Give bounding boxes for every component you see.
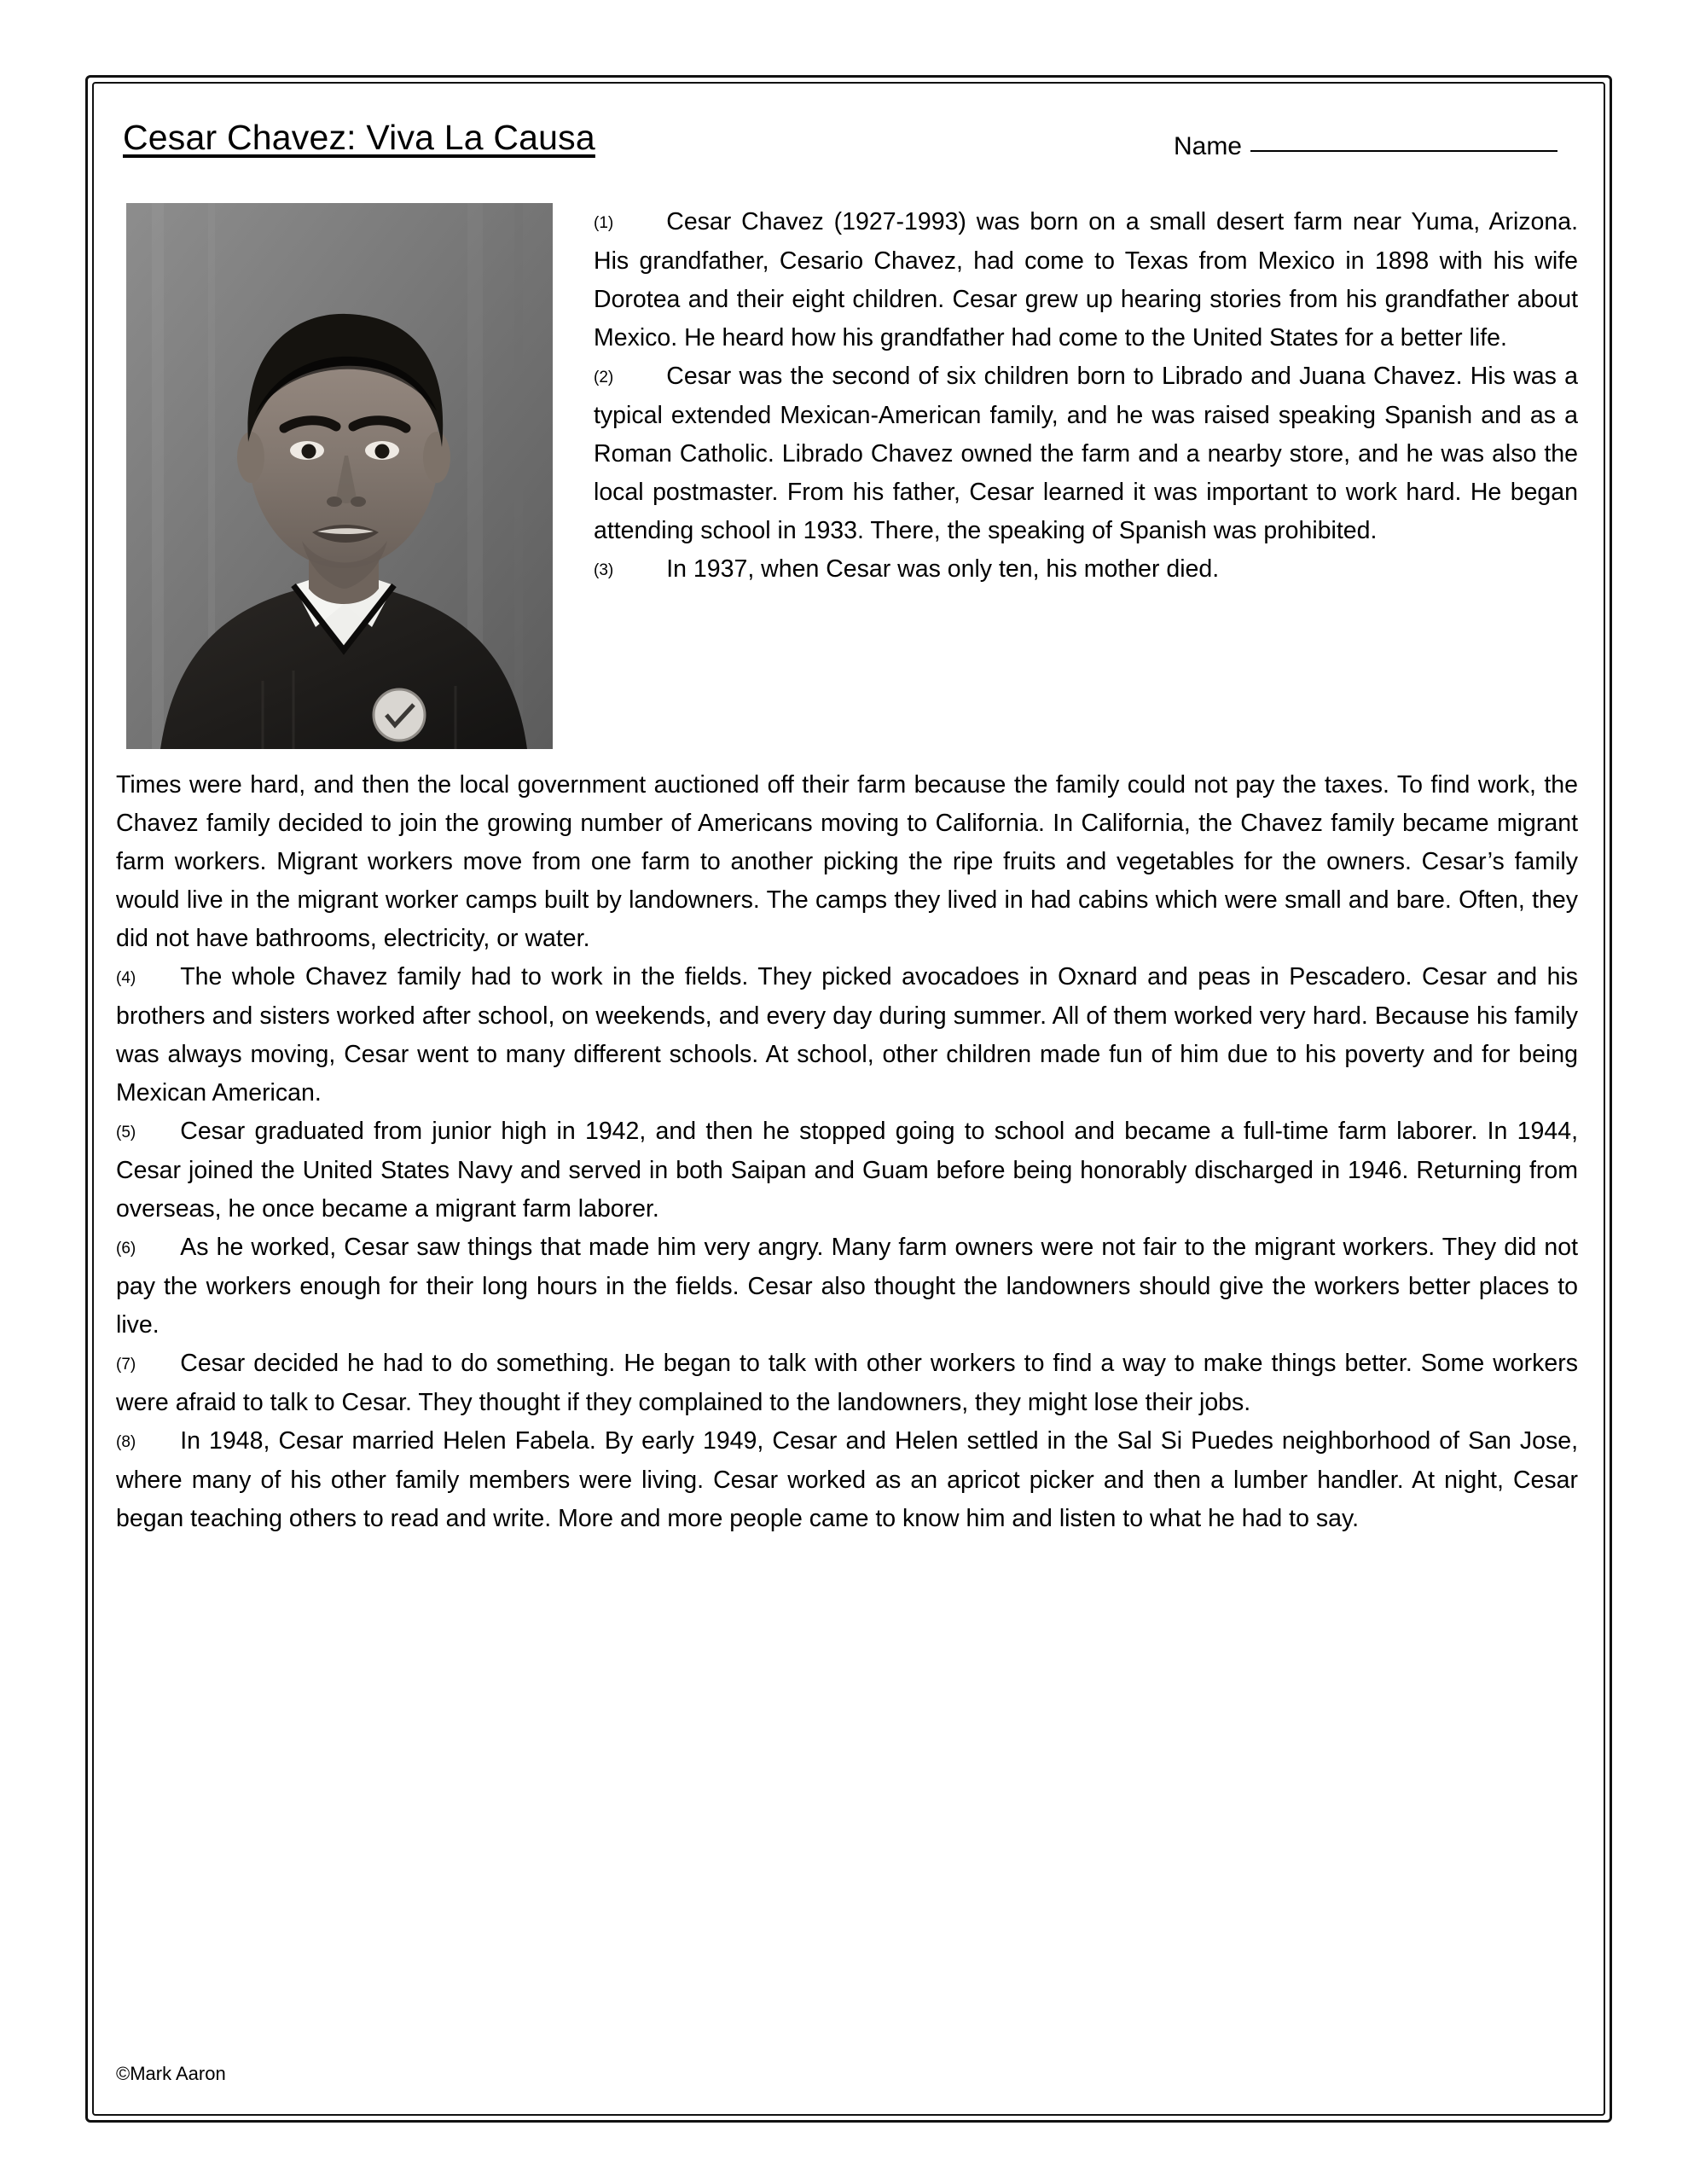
paragraph-text-7: Cesar decided he had to do something. He began to talk with other workers to find a way to make things better. Some workers were afraid to talk to Cesar. They thought if they complained to the landowners, they might lose their jobs. bbox=[116, 1350, 1578, 1416]
paragraph-text-4: The whole Chavez family had to work in the fields. They picked avocadoes in Oxnard and peas in Pescadero. Cesar and his brothers and sisters worked after school, on weekends, and every day during summer. All of them worked very hard. Because his family was always moving, Cesar went to many different schools. At school, other children made fun of him due to his poverty and for being Mexican American. bbox=[116, 963, 1578, 1107]
paragraph-number-7: (7) bbox=[116, 1356, 136, 1374]
paragraph-7 bbox=[116, 1345, 1578, 1422]
paragraph-text-3-start: In 1937, when Cesar was only ten, his mother died. bbox=[666, 555, 1220, 583]
text-column-full bbox=[116, 766, 1578, 1538]
paragraph-4 bbox=[116, 958, 1578, 1112]
paragraph-number-6: (6) bbox=[116, 1240, 136, 1258]
cesar-chavez-photo bbox=[126, 203, 553, 749]
page-content bbox=[116, 109, 1578, 2090]
name-input-line[interactable] bbox=[1250, 128, 1557, 152]
paragraph-6 bbox=[116, 1228, 1578, 1345]
paragraph-number-2: (2) bbox=[594, 369, 614, 386]
page-title: Cesar Chavez: Viva La Causa bbox=[123, 118, 595, 157]
paragraph-text-6: As he worked, Cesar saw things that made him very angry. Many farm owners were not fair to the migrant workers. They did not pay the workers enough for their long hours in the fields. Cesar also thought the landowners should give the workers better places to live. bbox=[116, 1234, 1578, 1339]
paragraph-text-1: Cesar Chavez (1927-1993) was born on a small desert farm near Yuma, Arizona. His grandfather, Cesario Chavez, had come to Texas from Mexico in 1898 with his wife Dorotea and their eight children. Cesar grew up hearing stories from his grandfather about Mexico. He heard how his grandfather had come to the United States for a better life. bbox=[594, 208, 1578, 351]
paragraph-number-5: (5) bbox=[116, 1124, 136, 1141]
paragraph-5 bbox=[116, 1112, 1578, 1228]
copyright-credit: ©Mark Aaron bbox=[116, 2063, 226, 2084]
paragraph-3-rest bbox=[116, 766, 1578, 958]
page-header bbox=[116, 109, 1578, 183]
paragraph-1 bbox=[594, 203, 1578, 357]
paragraph-number-8: (8) bbox=[116, 1433, 136, 1451]
paragraph-number-1: (1) bbox=[594, 214, 614, 232]
name-field-block bbox=[1174, 128, 1557, 161]
paragraph-text-2: Cesar was the second of six children born to Librado and Juana Chavez. His was a typical extended Mexican-American family, and he was raised speaking Spanish and as a Roman Catholic. Librado Chavez owned the farm and a nearby store, and he was also the local postmaster. From his father, Cesar learned it was important to work hard. He began attending school in 1933. There, the speaking of Spanish was prohibited. bbox=[594, 363, 1578, 544]
name-label: Name bbox=[1173, 132, 1242, 160]
paragraph-number-4: (4) bbox=[116, 969, 136, 987]
paragraph-8 bbox=[116, 1422, 1578, 1538]
paragraph-2 bbox=[594, 357, 1578, 550]
paragraph-text-3-rest: Times were hard, and then the local government auctioned off their farm because the family could not pay the taxes. To find work, the Chavez family decided to join the growing number of Americans moving to California. In California, the Chavez family became migrant farm workers. Migrant workers move from one farm to another picking the ripe fruits and vegetables for the owners. Cesar’s family would live in the migrant worker camps built by landowners. The camps they lived in had cabins which were small and bare. Often, they did not have bathrooms, electricity, or water. bbox=[116, 771, 1578, 952]
paragraph-number-3: (3) bbox=[594, 561, 614, 579]
paragraph-3-first-line bbox=[594, 550, 1578, 590]
text-column-right bbox=[594, 203, 1578, 590]
paragraph-text-8: In 1948, Cesar married Helen Fabela. By early 1949, Cesar and Helen settled in the Sal Si Puedes neighborhood of San Jose, where many of his other family members were living. Cesar worked as an apricot picker and then a lumber handler. At night, Cesar began teaching others to read and write. More and more people came to know him and listen to what he had to say. bbox=[116, 1427, 1578, 1532]
paragraph-text-5: Cesar graduated from junior high in 1942, and then he stopped going to school and became a full-time farm laborer. In 1944, Cesar joined the United States Navy and served in both Saipan and Guam before being honorably discharged in 1946. Returning from overseas, he once became a migrant farm laborer. bbox=[116, 1118, 1578, 1223]
